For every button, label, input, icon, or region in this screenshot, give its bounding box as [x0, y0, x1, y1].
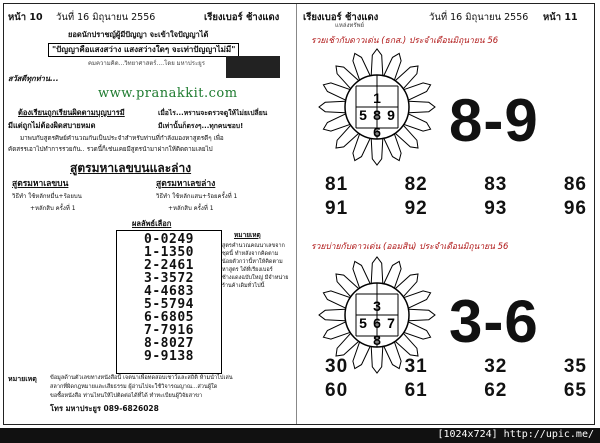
note-line: หาสูตร ได้ที่เรียงเบอร์: [222, 267, 273, 273]
top-wheel-num: 5: [359, 107, 367, 123]
lucky-number: 92: [404, 198, 428, 219]
top-big-number: 8-9: [449, 87, 539, 154]
lucky-number: 32: [484, 356, 508, 377]
lotus-petal: [406, 309, 435, 321]
left-page-label: หน้า 10: [8, 12, 43, 23]
left-col2-line2: มีเท่านั้นก็ตรงๆ...ทุกคนชอบ!: [158, 122, 244, 130]
top-wheel-num: 6: [373, 124, 381, 140]
left-body2: คัดสรรเอาไปทำการรวยกัน.. รวดนี้ก็เช่นเคยมีสูตรนำมาฝากให้ติดตามเลยไป: [8, 146, 213, 153]
left-col1-line1: ต้องเรียนถูกเรียนผิดตามบุญบารมี: [18, 108, 125, 117]
result-row: 1-1350: [144, 245, 194, 260]
lucky-number: 60: [325, 380, 349, 401]
left-big-title: สูตรมหาเลขบนและล่าง: [70, 161, 192, 175]
lotus-petal: [319, 309, 348, 321]
bottom-wheel-num: 6: [373, 315, 381, 331]
formula-left-line1: วิธีทำ ใช้หลักหมื่น+ร้อยบน: [12, 193, 82, 200]
lucky-number: 35: [563, 356, 587, 377]
lucky-number: 65: [563, 380, 587, 401]
left-date: วันที่ 16 มิถุนายน 2556: [56, 12, 156, 23]
lucky-number: 83: [484, 174, 508, 195]
lotus-petal: [371, 257, 383, 286]
formula-right-line1: วิธีทำ ใช้หลักแสน+ร้อยครั้งที่ 1: [156, 193, 238, 200]
note-line: ชุดนี้ ทำหลังจากคิดตาม: [222, 251, 279, 257]
watermark-bar: [0, 428, 600, 443]
right-paper-name: เรียงเบอร์ ช้างแดง: [303, 12, 379, 23]
note-line: ช้างแดงฉบับใหญ่ มีจำหน่าย: [222, 275, 289, 281]
lotus-petal: [319, 101, 348, 113]
result-row: 5-5794: [144, 297, 194, 312]
top-heading: รวยเช้ากับดาวเด่น (ธกส.) ประจำเดือนมิถุนายน 56: [311, 36, 499, 46]
left-quote: "ปัญญาคือแสงสว่าง แสงสว่างใดๆ จะเท่าปัญญาไม่มี": [48, 43, 239, 57]
page-gutter: [296, 4, 297, 424]
result-table: [116, 230, 222, 374]
left-col2-line1: เมื่อไร...หรานจะตรวจดูให้ไม่ยเปลี่ยน: [158, 109, 268, 117]
watermark-text: [1024x724] http://upic.me/: [437, 429, 594, 440]
lucky-number: 62: [484, 380, 508, 401]
note-line: สูตรคำนวณคณนาเลขจาก: [222, 243, 285, 249]
bottom-heading: รวยบ่ายกับดาวเด่น (ออมสิน) ประจำเดือนมิถุนายน 56: [311, 242, 509, 252]
formula-left-line2: +หลักสิบ ครั้งที่ 1: [30, 205, 76, 212]
right-page: [303, 8, 591, 420]
result-table-title: ผลลัพธ์เลือก: [132, 219, 172, 228]
note-line: ร้านค้าเดิมทั่วไปนี้: [222, 283, 265, 289]
note-title: หมายเหตุ: [234, 231, 261, 239]
number-row: [325, 174, 587, 198]
footer-line: ขอซื้อหนังสือ ท่านไหนให้ไปติดต่อได้ที่ได้ ทำทะเบียนผู้วิจัยสาขา: [50, 393, 203, 399]
phone-line: โทร มหาประยูร 089-6826028: [50, 404, 159, 413]
result-row: 7-7916: [144, 323, 194, 338]
top-lotus-wheel: [315, 45, 439, 169]
result-row: 9-9138: [144, 349, 194, 364]
footer-line: ข้อมูลด้านตัวเลขทางหนังสือนี้ เจตนาเพื่อทดสอบเชาว์และสถิติ ห้ามนำไปเล่น: [50, 375, 233, 381]
lotus-petal: [406, 101, 435, 113]
number-row: [325, 380, 587, 404]
left-headline: ยอดนักปราชญ์ผู้มีปัญญา จะเข้าใจปัญญาได้: [68, 30, 209, 39]
bottom-wheel-num: 7: [387, 315, 395, 331]
left-url: www.pranakkit.com: [98, 86, 238, 101]
bottom-big-number: 3-6: [449, 288, 539, 355]
footer-line: สลากที่ผิดกฎหมายและเสียธรรม ผู้อ่านไปจะใช้วิจารณญาณ...ส่วนผู้ใด: [50, 384, 218, 390]
lucky-number: 61: [404, 380, 428, 401]
lotus-petal: [371, 49, 383, 78]
footer-label: หมายเหตุ: [8, 375, 37, 383]
left-body1: มาพบกับสูตรศิษย์คำนวณกันเป็นประจำสำหรับท่านที่กำลังมองหาสูตรดีๆ เพื่อ: [20, 135, 224, 142]
lucky-number: 31: [404, 356, 428, 377]
bottom-wheel-num: 8: [373, 332, 381, 348]
top-wheel-num: 8: [373, 107, 381, 123]
result-row: 3-3572: [144, 271, 194, 286]
result-row: 2-2461: [144, 258, 194, 273]
lucky-number: 96: [563, 198, 587, 219]
top-wheel-num: 9: [387, 107, 395, 123]
left-greeting: สวัสดีทุกท่าน...: [8, 74, 59, 83]
left-page: [8, 8, 290, 420]
lucky-number: 82: [404, 174, 428, 195]
result-row: 0-0249: [144, 232, 194, 247]
lucky-number: 30: [325, 356, 349, 377]
left-byline: คมความคิด...วิทยาศาสตร์....โดย มหาประยูร: [88, 60, 205, 67]
formula-right-title: สูตรมหาเลขล่าง: [156, 179, 216, 189]
top-wheel-num: 1: [373, 90, 381, 106]
formula-right-line2: +หลักสิบ ครั้งที่ 1: [168, 205, 214, 212]
lucky-number: 93: [484, 198, 508, 219]
formula-left-title: สูตรมหาเลขบน: [12, 179, 69, 189]
left-paper-name: เรียงเบอร์ ช้างแดง: [204, 12, 280, 23]
bottom-wheel-num: 3: [373, 298, 381, 314]
lucky-number: 81: [325, 174, 349, 195]
right-date: วันที่ 16 มิถุนายน 2556: [429, 12, 529, 23]
number-row: [325, 356, 587, 380]
right-sub-name: แหล่งทรัพย์: [335, 22, 365, 29]
number-row: [325, 198, 587, 222]
lucky-number: 91: [325, 198, 349, 219]
left-col1-line2: มีแต่ถูกไม่ต้องผิดสบายหมด: [8, 121, 96, 130]
note-line: น้อยตัวกว่านี้หาให้คิดตาม: [222, 259, 283, 265]
lucky-number: 86: [563, 174, 587, 195]
right-page-label: หน้า 11: [543, 12, 578, 23]
result-row: 4-4683: [144, 284, 194, 299]
left-photo: [226, 56, 280, 78]
result-row: 6-6805: [144, 310, 194, 325]
bottom-wheel-num: 5: [359, 315, 367, 331]
result-row: 8-8027: [144, 336, 194, 351]
lotus-petal: [371, 136, 383, 165]
